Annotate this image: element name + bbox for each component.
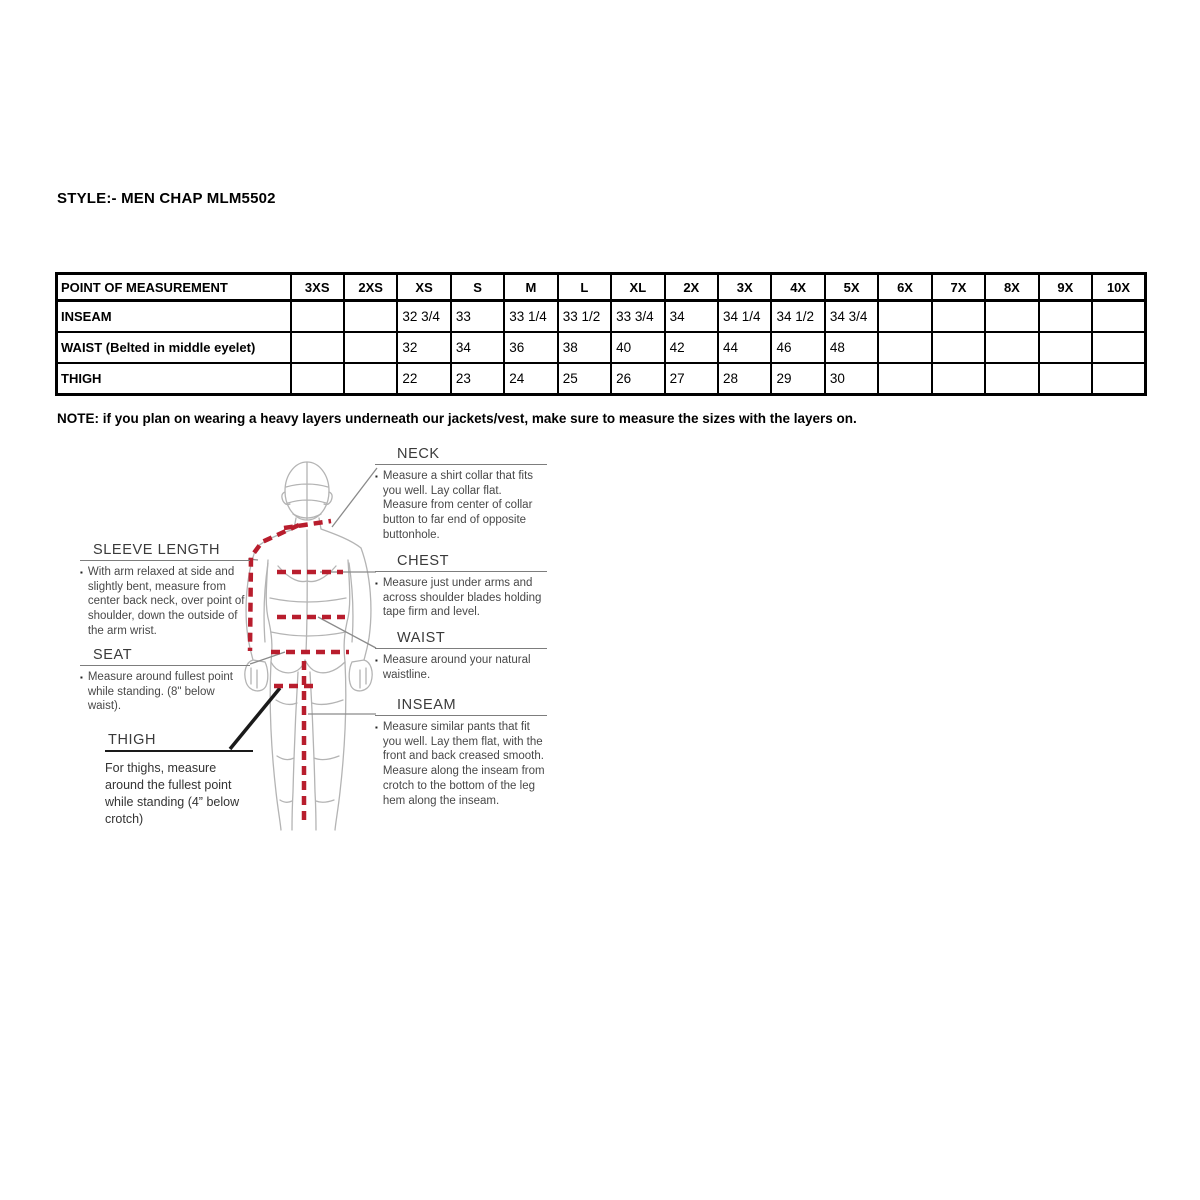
body-figure-back-view: [245, 462, 372, 830]
size-value-cell: [344, 301, 397, 333]
size-value-cell: [291, 363, 344, 395]
size-value-cell: [291, 332, 344, 363]
inseam-heading: INSEAM: [397, 697, 457, 713]
size-value-cell: [1092, 301, 1145, 333]
seat-instructions: Measure around fullest point while standing. (8" below waist).: [87, 671, 233, 713]
size-value-cell: 30: [825, 363, 878, 395]
size-value-cell: [1039, 363, 1092, 395]
size-value-cell: 22: [397, 363, 450, 395]
sleeve-length-heading: SLEEVE LENGTH: [93, 542, 221, 558]
size-value-cell: 32: [397, 332, 450, 363]
seat-label-block: [80, 647, 250, 714]
size-value-cell: 23: [451, 363, 504, 395]
bullet-square-icon: ▪: [80, 568, 83, 577]
size-value-cell: [932, 332, 985, 363]
page-title: STYLE:- MEN CHAP MLM5502: [57, 190, 276, 207]
size-value-cell: 26: [611, 363, 664, 395]
size-value-cell: [878, 363, 931, 395]
sleeve-length-instructions: With arm relaxed at side and slightly bent, measure from center back neck, over point of shoulder, down the outside of the arm wrist.: [87, 566, 245, 637]
chest-heading: CHEST: [397, 553, 450, 569]
size-value-cell: [932, 301, 985, 333]
table-row: [57, 363, 1146, 395]
size-value-cell: 44: [718, 332, 771, 363]
col-header-size: 7X: [932, 274, 985, 301]
size-value-cell: [1092, 332, 1145, 363]
note-text: NOTE: if you plan on wearing a heavy layers underneath our jackets/vest, make sure to measure the sizes with the layers on.: [57, 411, 857, 426]
size-value-cell: 29: [771, 363, 824, 395]
sleeve-length-label-block: [80, 542, 250, 639]
size-value-cell: [344, 332, 397, 363]
row-label: INSEAM: [57, 301, 291, 333]
row-label: WAIST (Belted in middle eyelet): [57, 332, 291, 363]
size-value-cell: 38: [558, 332, 611, 363]
size-value-cell: 33 3/4: [611, 301, 664, 333]
size-value-cell: 34 3/4: [825, 301, 878, 333]
chest-instructions: Measure just under arms and across shoulder blades holding tape firm and level.: [382, 577, 542, 619]
waist-instructions: Measure around your natural waistline.: [382, 654, 531, 681]
size-value-cell: 33 1/2: [558, 301, 611, 333]
neck-connector-line: [332, 468, 377, 527]
size-value-cell: [878, 301, 931, 333]
size-value-cell: [985, 332, 1038, 363]
col-header-size: 2X: [665, 274, 718, 301]
chest-label-block: [375, 553, 547, 620]
neck-label-block: [375, 446, 547, 543]
bullet-square-icon: ▪: [375, 723, 378, 732]
size-value-cell: 48: [825, 332, 878, 363]
thigh-instructions: For thighs, measure around the fullest point while standing (4” below crotch): [105, 761, 240, 826]
size-value-cell: 46: [771, 332, 824, 363]
size-table-wrap: [55, 272, 1147, 396]
col-header-size: 4X: [771, 274, 824, 301]
size-table-header-row: [57, 274, 1146, 301]
size-value-cell: [344, 363, 397, 395]
col-header-size: 3X: [718, 274, 771, 301]
col-header-size: L: [558, 274, 611, 301]
table-row: [57, 301, 1146, 333]
size-value-cell: [1092, 363, 1145, 395]
neck-heading: NECK: [397, 446, 440, 462]
bullet-square-icon: ▪: [80, 673, 83, 682]
col-header-size: 2XS: [344, 274, 397, 301]
col-header-size: XS: [397, 274, 450, 301]
thigh-label-block: [105, 732, 253, 828]
col-header-size: 6X: [878, 274, 931, 301]
bullet-square-icon: ▪: [375, 472, 378, 481]
table-row: [57, 332, 1146, 363]
col-header-size: 5X: [825, 274, 878, 301]
size-value-cell: 27: [665, 363, 718, 395]
inseam-label-block: [375, 697, 547, 808]
col-header-size: 8X: [985, 274, 1038, 301]
col-header-size: 9X: [1039, 274, 1092, 301]
size-value-cell: 34 1/2: [771, 301, 824, 333]
col-header-size: 10X: [1092, 274, 1145, 301]
size-value-cell: 28: [718, 363, 771, 395]
size-value-cell: 36: [504, 332, 557, 363]
thigh-heading: THIGH: [108, 732, 157, 748]
inseam-instructions: Measure similar pants that fit you well. Lay them flat, with the front and back creased smooth. Measure along the inseam from crotch to the bottom of the leg hem along the inseam.: [382, 721, 545, 807]
size-table-body: [57, 301, 1146, 395]
size-value-cell: 33 1/4: [504, 301, 557, 333]
col-header-size: XL: [611, 274, 664, 301]
size-value-cell: 34 1/4: [718, 301, 771, 333]
size-value-cell: 40: [611, 332, 664, 363]
size-value-cell: [932, 363, 985, 395]
size-value-cell: [1039, 301, 1092, 333]
size-value-cell: 25: [558, 363, 611, 395]
waist-heading: WAIST: [397, 630, 446, 646]
size-table: [55, 272, 1147, 396]
size-value-cell: 34: [665, 301, 718, 333]
bullet-square-icon: ▪: [375, 656, 378, 665]
size-value-cell: 33: [451, 301, 504, 333]
seat-heading: SEAT: [93, 647, 133, 663]
col-header-size: M: [504, 274, 557, 301]
size-value-cell: [878, 332, 931, 363]
row-label: THIGH: [57, 363, 291, 395]
waist-label-block: [375, 630, 547, 682]
size-value-cell: [985, 301, 1038, 333]
col-header-size: 3XS: [291, 274, 344, 301]
size-value-cell: 24: [504, 363, 557, 395]
size-value-cell: 42: [665, 332, 718, 363]
size-value-cell: 34: [451, 332, 504, 363]
neck-instructions: Measure a shirt collar that fits you well. Lay collar flat. Measure from center of collar button to far end of opposite buttonhole.: [382, 470, 534, 541]
col-header-point-of-measurement: POINT OF MEASUREMENT: [57, 274, 291, 301]
col-header-size: S: [451, 274, 504, 301]
bullet-square-icon: ▪: [375, 579, 378, 588]
size-value-cell: [985, 363, 1038, 395]
size-value-cell: [291, 301, 344, 333]
size-value-cell: [1039, 332, 1092, 363]
size-value-cell: 32 3/4: [397, 301, 450, 333]
